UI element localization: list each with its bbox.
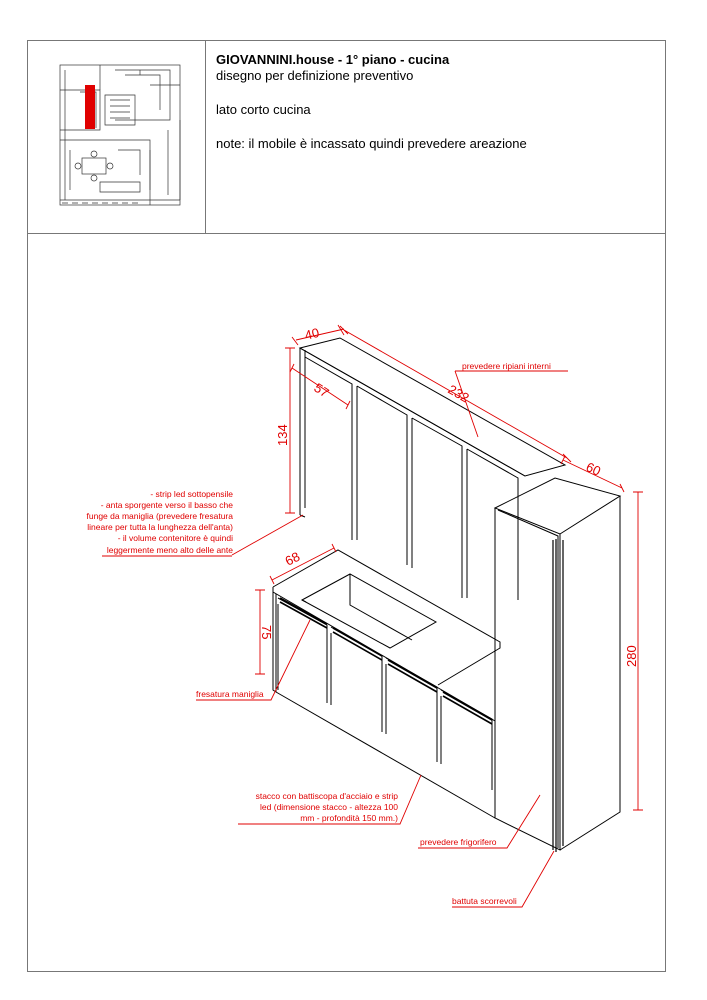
svg-text:- strip led sottopensile: - strip led sottopensile [150, 489, 233, 499]
annotation-leaders [102, 371, 568, 907]
base-door-2 [331, 627, 382, 732]
note-strip-led [87, 489, 234, 555]
wall-door-4 [467, 449, 518, 600]
floor-plan-thumbnail [60, 65, 180, 205]
svg-text:stacco con battiscopa d'acciai: stacco con battiscopa d'acciaio e strip [255, 791, 398, 801]
dim-wall-depth: 40 [303, 324, 321, 343]
wall-door-3 [412, 418, 462, 598]
dim-wall-length: 232 [445, 381, 472, 406]
drawing-title: GIOVANNINI.house - 1° piano - cucina [216, 52, 450, 67]
drawing-subtitle: disegno per definizione preventivo [216, 68, 414, 83]
dim-base-depth: 68 [282, 548, 303, 569]
wall-door-2 [357, 386, 407, 565]
note-text: note: il mobile è incassato quindi prevedere areazione [216, 136, 527, 151]
note-frigorifero: prevedere frigorifero [420, 837, 497, 847]
section-label: lato corto cucina [216, 102, 311, 117]
svg-text:led (dimensione stacco - altez: led (dimensione stacco - altezza 100 [260, 802, 398, 812]
kitchen-cabinet-drawing [273, 338, 620, 852]
note-fresatura: fresatura maniglia [196, 689, 264, 699]
kitchen-highlight-marker [85, 85, 95, 129]
tall-unit-front [495, 508, 560, 850]
dim-door-width: 57 [311, 379, 332, 401]
svg-text:lineare per tutta la lunghezza: lineare per tutta la lunghezza dell'anta) [87, 522, 233, 532]
dim-base-height: 75 [259, 625, 274, 640]
wall-cabinet-top [300, 338, 565, 476]
sink-basin [302, 574, 436, 648]
svg-text:mm - profondità 150 mm.): mm - profondità 150 mm.) [300, 813, 398, 823]
tall-unit-side [560, 496, 620, 850]
dim-wall-height: 134 [275, 424, 290, 446]
note-ripiani: prevedere ripiani interni [462, 361, 551, 371]
dim-tall-height: 280 [624, 645, 639, 667]
svg-text:- il volume contenitore è quin: - il volume contenitore è quindi [117, 533, 233, 543]
note-stacco [256, 791, 399, 823]
note-battuta: battuta scorrevoli [452, 896, 517, 906]
dim-tall-depth: 60 [583, 459, 604, 479]
svg-text:funge da maniglia (prevedere f: funge da maniglia (prevedere fresatura [86, 511, 233, 521]
svg-text:- anta sporgente verso il bass: - anta sporgente verso il basso che [100, 500, 233, 510]
tall-unit-top [495, 478, 620, 534]
wall-door-1 [305, 357, 352, 540]
svg-text:leggermente meno alto delle an: leggermente meno alto delle ante [106, 545, 233, 555]
dimension-lines [255, 325, 643, 810]
